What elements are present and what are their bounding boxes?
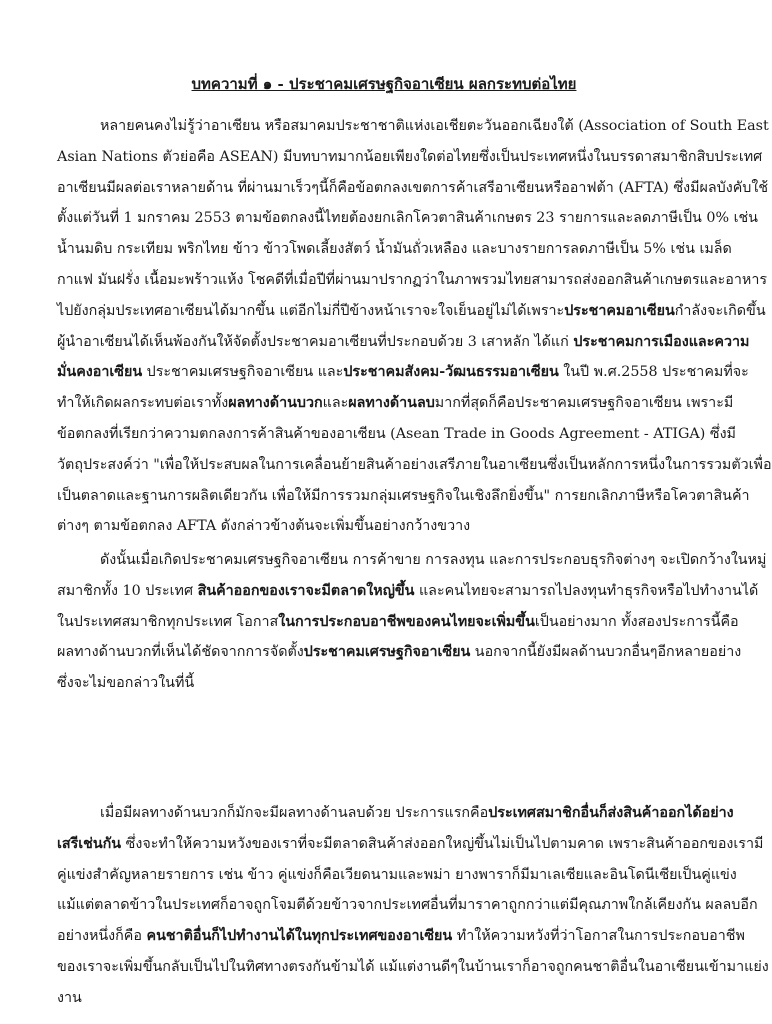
text-segment: คู่แข่งสำคัญหลายรายการ เช่น ข้าว คู่แข่งก็คือเวียดนามและพม่า ยางพาราก็มีมาเลเซียและอินโดนีเซียเป็นคู่แข่ง bbox=[57, 866, 737, 883]
text-segment: ไปยังกลุ่มประเทศอาเซียนได้มากขึ้น แต่อีกไม่กี่ปีข้างหน้าเราจะใจเย็นอยู่ไม่ได้เพราะ bbox=[57, 302, 565, 319]
text-segment: ของเราจะเพิ่มขึ้นกลับเป็นไปในทิศทางตรงกันข้ามได้ แม้แต่งานดีๆในบ้านเราก็อาจถูกคนชาติอื่นในอาเซียนเข้ามาแย่ง bbox=[57, 959, 769, 975]
text-segment: และ bbox=[322, 395, 349, 412]
paragraph-line bbox=[57, 270, 768, 290]
paragraph-line bbox=[57, 581, 759, 601]
paragraph-line bbox=[57, 208, 758, 228]
paragraph-line bbox=[100, 116, 769, 136]
text-segment: ข้อตกลงที่เรียกว่าความตกลงการค้าสินค้าของอาเซียน (Asean Trade in Goods Agreement - ATIGA) ซึ่งมี bbox=[57, 426, 736, 442]
text-segment: ผลทางด้านบวกที่เห็นได้ชัดจากการจัดตั้ง bbox=[57, 644, 304, 661]
paragraph-line bbox=[57, 455, 772, 475]
bold-text: ผลทางด้านลบ bbox=[348, 395, 435, 412]
text-segment: นอกจากนี้ยังมีผลด้านบวกอื่นๆอีกหลายอย่าง bbox=[470, 644, 742, 661]
paragraph-line bbox=[57, 988, 715, 1008]
bold-text: ผลทางด้านบวก bbox=[228, 395, 323, 412]
text-segment: ประชาคมเศรษฐกิจอาเซียน และ bbox=[142, 364, 344, 381]
paragraph-line bbox=[57, 362, 749, 382]
paragraph-line bbox=[57, 834, 764, 854]
text-segment: กำลังจะเกิดขึ้น bbox=[674, 302, 766, 319]
paragraph-line bbox=[57, 895, 758, 915]
paragraph-line bbox=[100, 803, 734, 823]
text-segment: แม้แต่ตลาดข้าวในประเทศก็อาจถูกโจมตีด้วยข้าวจากประเทศอื่นที่มาราคาถูกกว่าแต่มีคุณภาพใกล้เคียงกัน ผลลบอีก bbox=[57, 897, 758, 914]
text-segment: วัตถุประสงค์ว่า "เพื่อให้ประสบผลในการเคลื่อนย้ายสินค้าอย่างเสรีภายในอาเซียนซึ่งเป็นหลักการหนึ่งในการรวมตัวเพื่อ bbox=[57, 456, 772, 473]
text-segment: อาเซียนมีผลต่อเราหลายด้าน ที่ผ่านมาเร็วๆนี้ก็คือข้อตกลงเขตการค้าเสรีอาเซียนหรืออาฟต้า (AFTA) ซึ่งมีผลบังคับใช้ bbox=[57, 179, 769, 196]
text-segment: มากที่สุดก็คือประชาคมเศรษฐกิจอาเซียน เพราะมี bbox=[434, 395, 734, 412]
paragraph-line bbox=[57, 673, 715, 693]
text-segment: ในปี พ.ศ.2558 ประชาคมที่จะ bbox=[558, 364, 749, 381]
text-segment: ต่างๆ ตามข้อตกลง AFTA ดังกล่าวข้างต้นจะเพิ่มขึ้นอย่างกว้างขวาง bbox=[57, 518, 471, 535]
text-segment: เป็นตลาดและฐานการผลิตเดียวกัน เพื่อให้มีการรวมกลุ่มเศรษฐกิจในเชิงลึกยิ่งขึ้น" การยกเลิกภาษีหรือโควตาสินค้า bbox=[57, 487, 750, 504]
text-segment: ตั้งแต่วันที่ 1 มกราคม 2553 ตามข้อตกลงนี้ไทยต้องยกเลิกโควตาสินค้าเกษตร 23 รายการและลดภาษีเป็น 0% เช่น bbox=[57, 210, 758, 227]
bold-text: ในการประกอบอาชีพของคนไทยจะเพิ่มขึ้น bbox=[278, 613, 535, 630]
text-segment: ซึ่งจะไม่ขอกล่าวในที่นี้ bbox=[57, 675, 195, 692]
paragraph-line bbox=[57, 612, 739, 632]
paragraph-line bbox=[57, 393, 734, 413]
text-segment: อย่างหนึ่งก็คือ bbox=[57, 928, 147, 945]
paragraph-line bbox=[57, 239, 732, 259]
bold-text: ประชาคมการเมืองและความ bbox=[573, 333, 750, 350]
text-segment: ในประเทศสมาชิกทุกประเทศ โอกาส bbox=[57, 613, 279, 630]
paragraph-line bbox=[57, 424, 736, 444]
paragraph-line bbox=[57, 486, 750, 506]
paragraph-line bbox=[57, 642, 742, 662]
bold-text: สินค้าออกของเราจะมีตลาดใหญ่ขึ้น bbox=[197, 582, 415, 599]
bold-text: ประชาคมเศรษฐกิจอาเซียน bbox=[303, 644, 471, 661]
text-segment: ซึ่งจะทำให้ความหวังของเราที่จะมีตลาดสินค้าส่งออกใหญ่ขึ้นไม่เป็นไปตามคาด เพราะสินค้าออกของเรามี bbox=[121, 835, 764, 852]
bold-text: มั่นคงอาเซียน bbox=[57, 364, 143, 381]
bold-text: เสรีเช่นกัน bbox=[57, 835, 122, 852]
text-segment: น้ำนมดิบ กระเทียม พริกไทย ข้าว ข้าวโพดเลี้ยงสัตว์ น้ำมันถั่วเหลือง และบางรายการลดภาษีเป็น 5% เช่น เมล็ด bbox=[57, 241, 732, 258]
paragraph-line bbox=[57, 147, 763, 167]
bold-text: คนชาติอื่นก็ไปทำงานได้ในทุกประเทศของอาเซียน bbox=[146, 928, 453, 945]
bold-text: ประเทศสมาชิกอื่นก็ส่งสินค้าออกได้อย่าง bbox=[488, 805, 734, 821]
bold-text: ประชาคมอาเซียน bbox=[564, 302, 675, 319]
text-segment: ทำให้เกิดผลกระทบต่อเราทั้ง bbox=[57, 395, 229, 412]
bold-text: ประชาคมสังคม-วัฒนธรรมอาเซียน bbox=[343, 364, 559, 381]
text-segment: งาน bbox=[57, 989, 82, 1006]
text-segment: ทำให้ความหวังที่ว่าโอกาสในการประกอบอาชีพ bbox=[452, 928, 745, 945]
text-segment: เมื่อมีผลทางด้านบวกก็มักจะมีผลทางด้านลบด้วย ประการแรกคือ bbox=[100, 805, 489, 821]
text-segment: Asian Nations ตัวย่อคือ ASEAN) มีบทบาทมากน้อยเพียงใดต่อไทยซึ่งเป็นประเทศหนึ่งในบรรดาสมาชิกสิบประเทศ bbox=[57, 148, 763, 165]
paragraph-line bbox=[57, 332, 750, 352]
text-segment: สมาชิกทั้ง 10 ประเทศ bbox=[57, 582, 198, 599]
paragraph-line bbox=[57, 865, 737, 885]
text-segment: เป็นอย่างมาก ทั้งสองประการนี้คือ bbox=[534, 613, 739, 630]
paragraph-line bbox=[57, 178, 769, 198]
page-title: บทความที่ ๑ - ประชาคมเศรษฐกิจอาเซียน ผลกระทบต่อไทย bbox=[191, 75, 577, 93]
paragraph-line bbox=[57, 926, 745, 946]
text-segment: ผู้นำอาเซียนได้เห็นพ้องกันให้จัดตั้งประชาคมอาเซียนที่ประกอบด้วย 3 เสาหลัก ได้แก่ bbox=[57, 333, 574, 350]
text-segment: และคนไทยจะสามารถไปลงทุนทำธุรกิจหรือไปทำงานได้ bbox=[414, 582, 759, 599]
text-segment: หลายคนคงไม่รู้ว่าอาเซียน หรือสมาคมประชาชาติแห่งเอเชียตะวันออกเฉียงใต้ (Association of South East bbox=[100, 118, 769, 134]
text-segment: ดังนั้นเมื่อเกิดประชาคมเศรษฐกิจอาเซียน การค้าขาย การลงทุน และการประกอบธุรกิจต่างๆ จะเปิดกว้างในหมู่ bbox=[100, 552, 767, 568]
paragraph-line bbox=[57, 957, 769, 977]
paragraph-line bbox=[100, 550, 767, 570]
text-segment: กาแฟ มันฝรั่ง เนื้อมะพร้าวแห้ง โชคดีที่เมื่อปีที่ผ่านมาปรากฏว่าในภาพรวมไทยสามารถส่งออกสินค้าเกษตรและอาหาร bbox=[57, 272, 768, 288]
paragraph-line bbox=[57, 516, 715, 536]
paragraph-line bbox=[57, 301, 766, 321]
